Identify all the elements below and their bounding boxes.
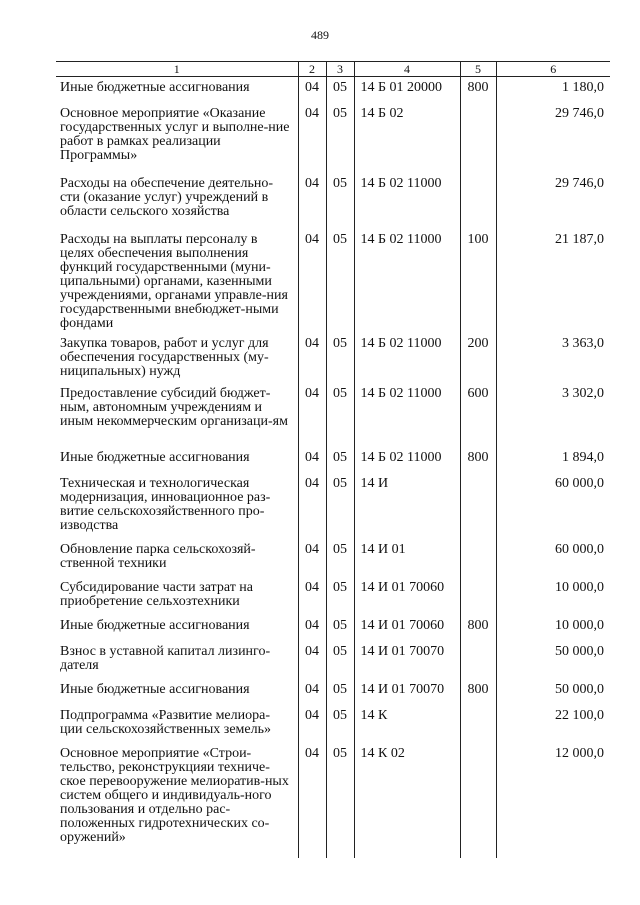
row-section: 04 (298, 383, 326, 447)
table-row (56, 473, 610, 539)
row-expense-type (460, 743, 496, 858)
column-header-3: 3 (326, 62, 354, 77)
row-section: 04 (298, 615, 326, 641)
row-subsection: 05 (326, 77, 354, 103)
row-target-code: 14 Б 02 11000 (354, 447, 460, 473)
row-amount: 3 363,0 (496, 333, 610, 383)
row-target-code: 14 Б 02 11000 (354, 229, 460, 333)
row-name: Основное мероприятие «Оказание государственных услуг и выполне-ние работ в рамках реализации Программы» (56, 103, 298, 173)
row-amount: 10 000,0 (496, 615, 610, 641)
row-name: Обновление парка сельскохозяй-ственной техники (56, 539, 298, 577)
table-header-row (56, 62, 610, 77)
budget-table (56, 61, 610, 858)
row-amount: 3 302,0 (496, 383, 610, 447)
table-row (56, 103, 610, 173)
column-header-6: 6 (496, 62, 610, 77)
row-subsection: 05 (326, 577, 354, 615)
row-amount: 60 000,0 (496, 473, 610, 539)
table-row (56, 447, 610, 473)
row-section: 04 (298, 229, 326, 333)
row-section: 04 (298, 679, 326, 705)
table-row (56, 615, 610, 641)
row-amount: 22 100,0 (496, 705, 610, 743)
row-expense-type: 200 (460, 333, 496, 383)
row-subsection: 05 (326, 229, 354, 333)
row-subsection: 05 (326, 173, 354, 229)
row-amount: 50 000,0 (496, 641, 610, 679)
row-section: 04 (298, 705, 326, 743)
row-name: Предоставление субсидий бюджет-ным, автономным учреждениям и иным некоммерческим организаци-ям (56, 383, 298, 447)
row-target-code: 14 И 01 70070 (354, 679, 460, 705)
row-expense-type: 800 (460, 77, 496, 103)
row-target-code: 14 И (354, 473, 460, 539)
row-expense-type (460, 539, 496, 577)
table-row (56, 641, 610, 679)
row-section: 04 (298, 577, 326, 615)
row-name: Взнос в уставной капитал лизинго-дателя (56, 641, 298, 679)
row-expense-type: 800 (460, 679, 496, 705)
column-header-4: 4 (354, 62, 460, 77)
row-target-code: 14 Б 02 11000 (354, 333, 460, 383)
page-number: 489 (311, 28, 329, 42)
row-name: Иные бюджетные ассигнования (56, 77, 298, 103)
row-target-code: 14 К 02 (354, 743, 460, 858)
table-row (56, 77, 610, 103)
row-target-code: 14 Б 02 11000 (354, 383, 460, 447)
row-subsection: 05 (326, 473, 354, 539)
row-target-code: 14 И 01 70060 (354, 615, 460, 641)
table-row (56, 679, 610, 705)
row-expense-type: 800 (460, 615, 496, 641)
row-expense-type (460, 577, 496, 615)
row-section: 04 (298, 103, 326, 173)
row-expense-type (460, 173, 496, 229)
table-row (56, 229, 610, 333)
row-amount: 12 000,0 (496, 743, 610, 858)
row-subsection: 05 (326, 641, 354, 679)
row-subsection: 05 (326, 743, 354, 858)
row-name: Иные бюджетные ассигнования (56, 615, 298, 641)
row-amount: 21 187,0 (496, 229, 610, 333)
table-row (56, 333, 610, 383)
row-target-code: 14 И 01 (354, 539, 460, 577)
row-expense-type: 600 (460, 383, 496, 447)
table-row (56, 577, 610, 615)
row-target-code: 14 Б 02 11000 (354, 173, 460, 229)
table-row (56, 705, 610, 743)
row-target-code: 14 Б 01 20000 (354, 77, 460, 103)
table-row (56, 173, 610, 229)
row-subsection: 05 (326, 615, 354, 641)
row-amount: 60 000,0 (496, 539, 610, 577)
table-row (56, 383, 610, 447)
row-amount: 10 000,0 (496, 577, 610, 615)
row-section: 04 (298, 77, 326, 103)
row-expense-type (460, 641, 496, 679)
row-section: 04 (298, 333, 326, 383)
row-expense-type (460, 473, 496, 539)
row-section: 04 (298, 743, 326, 858)
row-expense-type (460, 705, 496, 743)
row-amount: 1 894,0 (496, 447, 610, 473)
row-section: 04 (298, 641, 326, 679)
row-subsection: 05 (326, 679, 354, 705)
row-expense-type: 100 (460, 229, 496, 333)
row-name: Расходы на выплаты персоналу в целях обеспечения выполнения функций государственными (муни-ципальными) органами, казенными учреждениями, органами управле-ния государственными внебюджет-ными фондами (56, 229, 298, 333)
column-header-1: 1 (56, 62, 298, 77)
row-subsection: 05 (326, 705, 354, 743)
row-target-code: 14 Б 02 (354, 103, 460, 173)
row-name: Расходы на обеспечение деятельно-сти (оказание услуг) учреждений в области сельского хозяйства (56, 173, 298, 229)
row-name: Подпрограмма «Развитие мелиора-ции сельскохозяйственных земель» (56, 705, 298, 743)
table-row (56, 539, 610, 577)
row-subsection: 05 (326, 447, 354, 473)
row-subsection: 05 (326, 383, 354, 447)
row-subsection: 05 (326, 333, 354, 383)
row-subsection: 05 (326, 539, 354, 577)
row-name: Субсидирование части затрат на приобретение сельхозтехники (56, 577, 298, 615)
row-target-code: 14 К (354, 705, 460, 743)
table-row (56, 743, 610, 858)
column-header-2: 2 (298, 62, 326, 77)
row-section: 04 (298, 173, 326, 229)
row-name: Закупка товаров, работ и услуг для обеспечения государственных (му-ниципальных) нужд (56, 333, 298, 383)
row-expense-type (460, 103, 496, 173)
row-section: 04 (298, 539, 326, 577)
row-subsection: 05 (326, 103, 354, 173)
row-name: Основное мероприятие «Строи-тельство, реконструкцияи техниче-ское перевооружение мелиоратив-ных систем общего и индивидуаль-ного пользования и отдельно рас-положенных гидротехнических со-оружений» (56, 743, 298, 858)
row-amount: 29 746,0 (496, 173, 610, 229)
row-name: Иные бюджетные ассигнования (56, 447, 298, 473)
row-target-code: 14 И 01 70070 (354, 641, 460, 679)
row-amount: 1 180,0 (496, 77, 610, 103)
row-target-code: 14 И 01 70060 (354, 577, 460, 615)
row-name: Техническая и технологическая модернизация, инновационное раз-витие сельскохозяйственного про-изводства (56, 473, 298, 539)
column-header-5: 5 (460, 62, 496, 77)
row-amount: 29 746,0 (496, 103, 610, 173)
row-expense-type: 800 (460, 447, 496, 473)
row-section: 04 (298, 473, 326, 539)
row-amount: 50 000,0 (496, 679, 610, 705)
row-section: 04 (298, 447, 326, 473)
row-name: Иные бюджетные ассигнования (56, 679, 298, 705)
